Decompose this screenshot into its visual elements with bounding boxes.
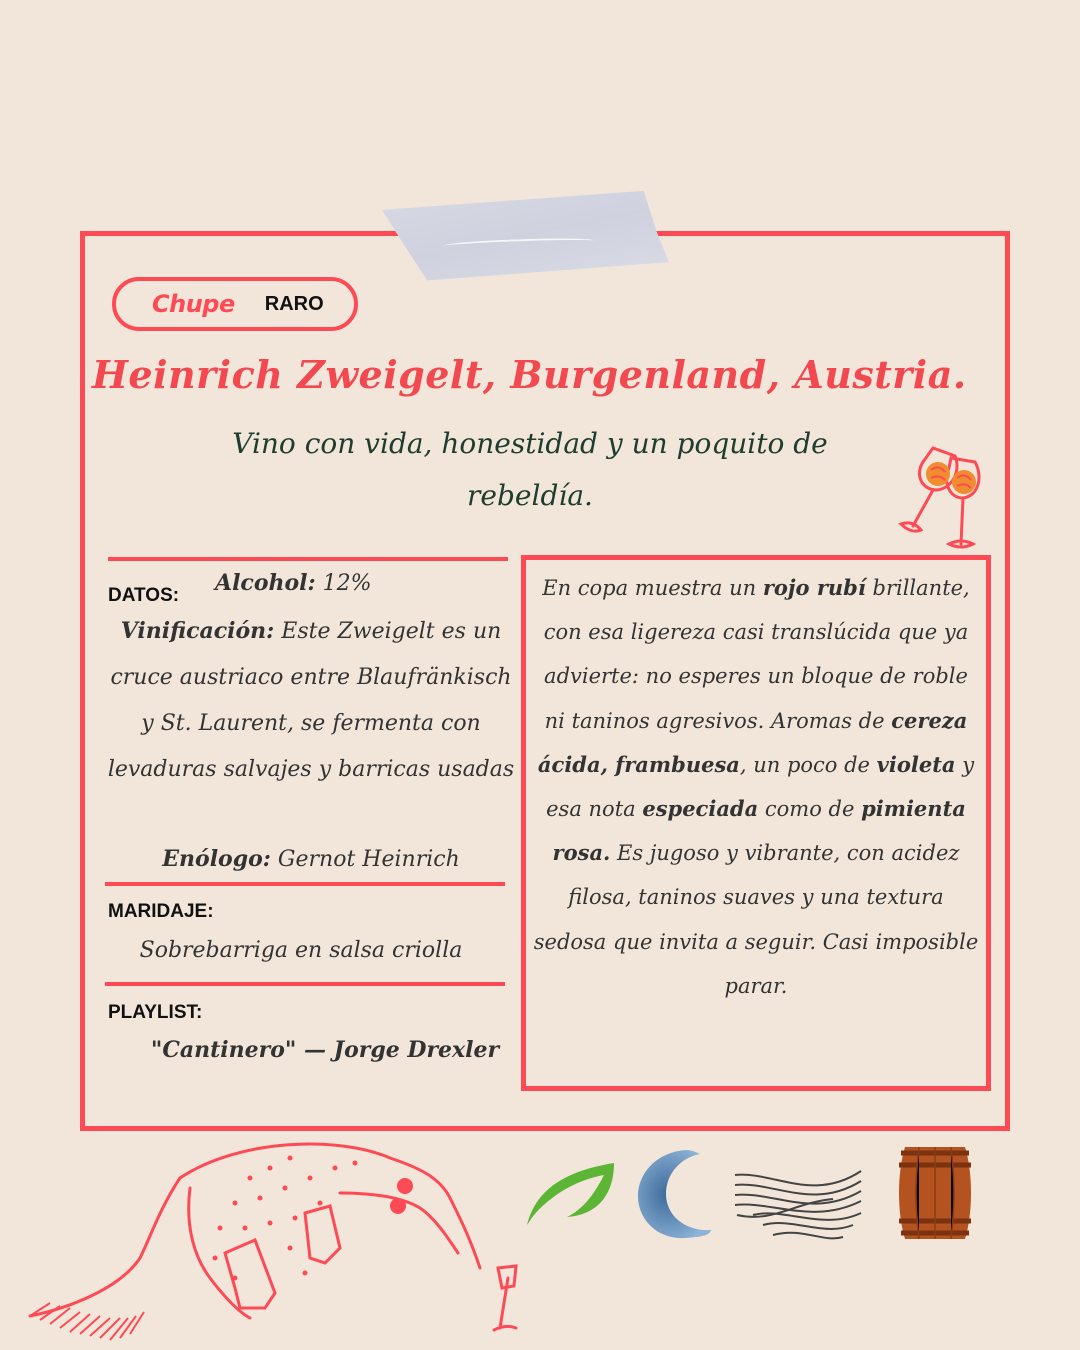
enologo-label: Enólogo: [162, 846, 271, 872]
barrel-icon [895, 1143, 975, 1243]
datos-label: DATOS: [108, 585, 180, 606]
divider-playlist-top [105, 982, 505, 986]
vinificacion-text: Este Zweigelt es un cruce austriaco entre Blaufränkisch y St. Laurent, se fermenta con levaduras salvajes y barricas usadas [107, 619, 515, 782]
wine-glasses-toast-icon [893, 440, 993, 552]
divider-maridaje-top [105, 882, 505, 886]
badge-tag: RARO [264, 292, 324, 315]
maridaje-label: MARIDAJE: [108, 901, 214, 922]
playlist-label: PLAYLIST: [108, 1002, 203, 1023]
tasting-notes-box [521, 555, 991, 1091]
moon-icon [636, 1146, 716, 1242]
alcohol-value: 12% [322, 571, 372, 596]
maridaje-value: Sobrebarriga en salsa criolla [139, 938, 463, 963]
enologo-value: Gernot Heinrich [277, 847, 460, 872]
alcohol-line [215, 560, 372, 607]
leaf-icon [522, 1155, 617, 1230]
wine-title: Heinrich Zweigelt, Burgenland, Austria. [92, 352, 967, 397]
wine-tagline: Vino con vida, honestidad y un poquito de rebeldía. [232, 427, 828, 512]
tasting-notes-text: En copa muestra un rojo rubí brillante, con esa ligereza casi translúcida que ya advierte: no esperes un bloque de roble ni taninos agresivos. Aromas de cereza ácida, frambuesa, un poco de violeta y esa nota especiada como de pimienta rosa. Es jugoso y vibrante, con acidez filosa, taninos suaves y una textura sedosa que invita a seguir. Casi imposible parar. [533, 575, 979, 998]
brand-badge [112, 277, 358, 331]
vinificacion-block [106, 608, 516, 793]
waves-icon [733, 1163, 863, 1243]
vinificacion-label: Vinificación: [120, 618, 275, 644]
brand-name: Chupe [152, 290, 235, 318]
alcohol-label: Alcohol: [215, 570, 316, 596]
enologo-line [106, 836, 516, 883]
playlist-value: "Cantinero" — Jorge Drexler [150, 1037, 500, 1063]
anteater-illustration [10, 1128, 550, 1350]
